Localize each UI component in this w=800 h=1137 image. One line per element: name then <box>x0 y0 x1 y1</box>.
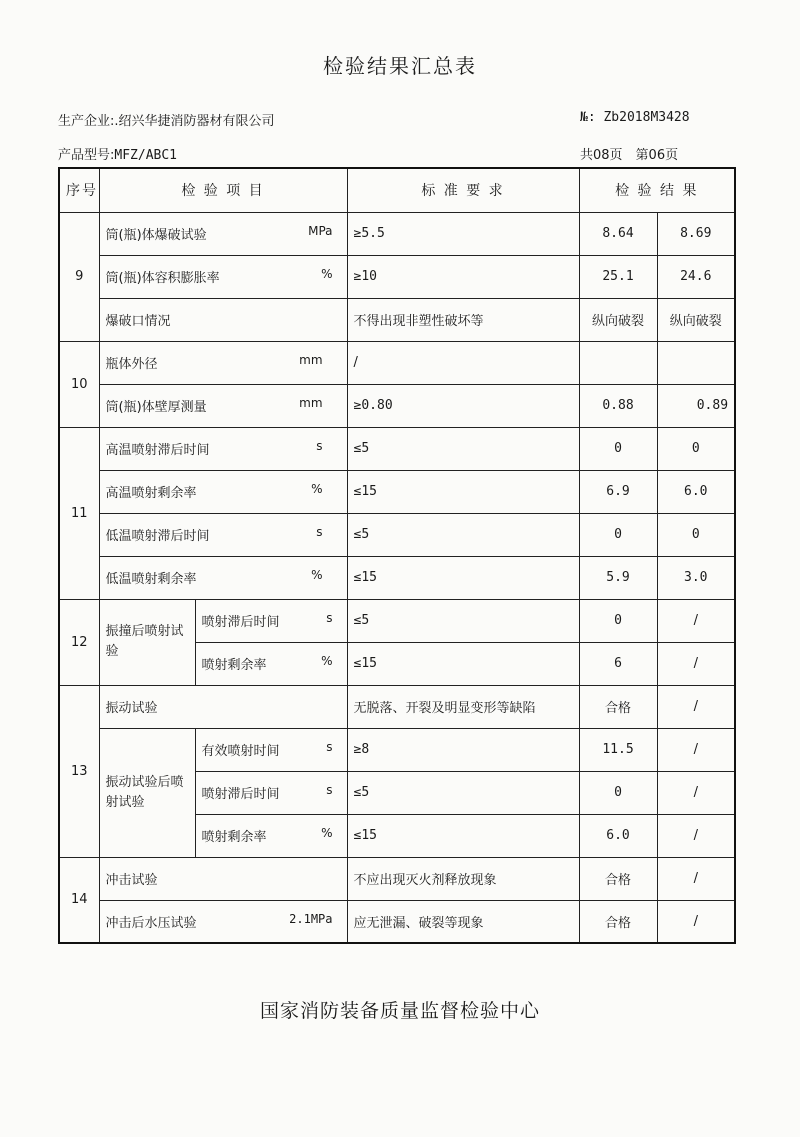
item-cell: 低温喷射滞后时间 s <box>99 513 347 556</box>
row-number: 13 <box>59 685 99 857</box>
result-1: 5.9 <box>579 556 657 599</box>
page-count: 共08页 第06页 <box>580 148 679 163</box>
document-title: 检验结果汇总表 <box>323 54 477 78</box>
result-1: 6.0 <box>579 814 657 857</box>
result-2: 8.69 <box>657 212 735 255</box>
table-row <box>59 728 735 771</box>
table-row <box>59 685 735 728</box>
result-2: / <box>657 814 735 857</box>
result-1: 0 <box>579 427 657 470</box>
result-2: / <box>657 900 735 943</box>
manufacturer-value: .绍兴华捷消防器材有限公司 <box>114 114 275 129</box>
item-cell: 瓶体外径 mm <box>99 341 347 384</box>
group-label: 振撞后喷射试验 <box>99 599 195 685</box>
result-2: / <box>657 728 735 771</box>
result-2: 3.0 <box>657 556 735 599</box>
requirement-cell: ≥0.80 <box>347 384 579 427</box>
table-row <box>59 857 735 900</box>
result-2: 6.0 <box>657 470 735 513</box>
requirement-cell: ≤5 <box>347 427 579 470</box>
item-cell: 喷射滞后时间 s <box>195 599 347 642</box>
table-header-row <box>59 168 735 212</box>
item-cell: 冲击后水压试验 2.1MPa <box>99 900 347 943</box>
requirement-cell: 不应出现灭火剂释放现象 <box>347 857 579 900</box>
result-1: 6 <box>579 642 657 685</box>
row-number: 12 <box>59 599 99 685</box>
table-row <box>59 599 735 642</box>
table-row <box>59 900 735 943</box>
requirement-cell: ≤15 <box>347 470 579 513</box>
table-row <box>59 255 735 298</box>
table-row <box>59 341 735 384</box>
result-2: 0 <box>657 427 735 470</box>
item-cell: 高温喷射滞后时间 s <box>99 427 347 470</box>
requirement-cell: ≤15 <box>347 814 579 857</box>
table-row <box>59 513 735 556</box>
group-label: 振动试验后喷射试验 <box>99 728 195 857</box>
result-1: 6.9 <box>579 470 657 513</box>
result-1 <box>579 341 657 384</box>
requirement-cell: 应无泄漏、破裂等现象 <box>347 900 579 943</box>
issuer-footer: 国家消防装备质量监督检验中心 <box>259 1000 540 1022</box>
unit: % <box>321 826 333 840</box>
requirement-cell: 无脱落、开裂及明显变形等缺陷 <box>347 685 579 728</box>
requirement-cell: ≤15 <box>347 642 579 685</box>
item-cell: 有效喷射时间 s <box>195 728 347 771</box>
header-requirement: 标 准 要 求 <box>347 168 579 212</box>
unit: % <box>311 482 323 496</box>
requirement-cell: / <box>347 341 579 384</box>
unit: 2.1MPa <box>289 911 333 926</box>
model-label: 产品型号: <box>58 148 115 163</box>
table-row <box>59 384 735 427</box>
result-1: 0 <box>579 599 657 642</box>
unit: s <box>316 439 323 453</box>
item-cell: 爆破口情况 <box>99 298 347 341</box>
requirement-cell: ≤5 <box>347 599 579 642</box>
requirement-cell: ≥10 <box>347 255 579 298</box>
table-row <box>59 556 735 599</box>
header-no: 序号 <box>59 168 99 212</box>
requirement-cell: ≤15 <box>347 556 579 599</box>
unit: mm <box>299 396 323 410</box>
result-2: / <box>657 685 735 728</box>
item-cell: 喷射剩余率 % <box>195 814 347 857</box>
result-1: 11.5 <box>579 728 657 771</box>
result-2: / <box>657 857 735 900</box>
item-cell: 低温喷射剩余率 % <box>99 556 347 599</box>
result-1: 合格 <box>579 685 657 728</box>
result-2: / <box>657 599 735 642</box>
item-cell: 高温喷射剩余率 % <box>99 470 347 513</box>
item-cell: 冲击试验 <box>99 857 347 900</box>
requirement-cell: 不得出现非塑性破坏等 <box>347 298 579 341</box>
item-cell: 喷射剩余率 % <box>195 642 347 685</box>
item-cell: 筒(瓶)体容积膨胀率 % <box>99 255 347 298</box>
result-1: 25.1 <box>579 255 657 298</box>
requirement-cell: ≤5 <box>347 771 579 814</box>
unit: % <box>321 654 333 668</box>
item-cell: 喷射滞后时间 s <box>195 771 347 814</box>
report-number: №: Zb2018M3428 <box>580 110 690 125</box>
result-2: / <box>657 642 735 685</box>
item-cell: 筒(瓶)体壁厚测量 mm <box>99 384 347 427</box>
unit: MPa <box>308 224 333 238</box>
row-number: 14 <box>59 857 99 943</box>
unit: % <box>321 267 333 281</box>
result-1: 0.88 <box>579 384 657 427</box>
requirement-cell: ≥5.5 <box>347 212 579 255</box>
header-item: 检 验 项 目 <box>99 168 347 212</box>
unit: s <box>316 525 323 539</box>
result-2: 0.89 <box>657 384 735 427</box>
result-2: 纵向破裂 <box>657 298 735 341</box>
item-cell: 筒(瓶)体爆破试验 MPa <box>99 212 347 255</box>
row-number: 10 <box>59 341 99 427</box>
unit: s <box>326 783 333 797</box>
result-1: 0 <box>579 771 657 814</box>
requirement-cell: ≥8 <box>347 728 579 771</box>
row-number: 9 <box>59 212 99 341</box>
result-2: / <box>657 771 735 814</box>
result-2: 24.6 <box>657 255 735 298</box>
row-number: 11 <box>59 427 99 599</box>
result-1: 合格 <box>579 900 657 943</box>
table-row <box>59 212 735 255</box>
item-cell: 振动试验 <box>99 685 347 728</box>
results-table <box>58 167 736 944</box>
model-value: MFZ/ABC1 <box>114 148 178 163</box>
table-row <box>59 470 735 513</box>
result-2 <box>657 341 735 384</box>
header-result: 检 验 结 果 <box>579 168 735 212</box>
result-1: 纵向破裂 <box>579 298 657 341</box>
table-row <box>59 427 735 470</box>
model-line <box>58 144 177 163</box>
table-row <box>59 298 735 341</box>
unit: % <box>311 568 323 582</box>
manufacturer-line <box>58 110 275 129</box>
unit: s <box>326 740 333 754</box>
unit: mm <box>299 353 323 367</box>
result-1: 合格 <box>579 857 657 900</box>
result-1: 0 <box>579 513 657 556</box>
requirement-cell: ≤5 <box>347 513 579 556</box>
unit: s <box>326 611 333 625</box>
result-2: 0 <box>657 513 735 556</box>
manufacturer-label: 生产企业: <box>58 114 115 129</box>
result-1: 8.64 <box>579 212 657 255</box>
